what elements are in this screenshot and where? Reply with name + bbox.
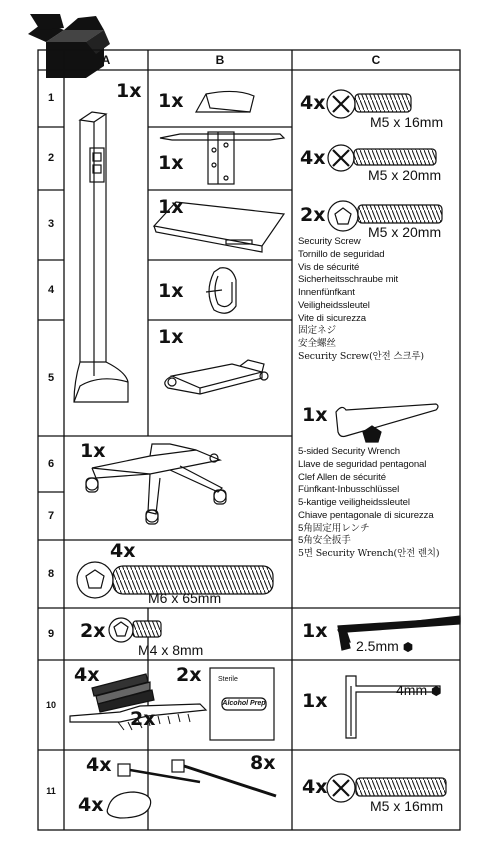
basket-qty: 1x	[158, 326, 184, 348]
bracket-qty: 1x	[158, 152, 184, 174]
foot-pad-qty: 4x	[78, 794, 104, 816]
scanner-holder-icon	[206, 268, 236, 313]
row-number: 8	[47, 568, 55, 580]
row-number: 4	[47, 284, 55, 296]
hex-icon: ⬢	[431, 684, 442, 698]
small-tie-qty: 4x	[86, 754, 112, 776]
row-number: 10	[45, 700, 56, 710]
t-key-qty: 1x	[302, 690, 328, 712]
label-line: Security Screw	[298, 236, 361, 247]
label-line: 固定ネジ	[298, 325, 336, 337]
row-number: 9	[47, 628, 55, 640]
row11-screw-size: M5 x 16mm	[370, 798, 444, 814]
screw-m4x8-icon	[109, 618, 161, 642]
screw-qty: 2x	[300, 204, 326, 226]
row-number: 3	[47, 218, 55, 230]
cap-qty: 1x	[158, 90, 184, 112]
allen-key-size	[356, 638, 413, 654]
small-screw-qty: 2x	[80, 620, 106, 642]
label-line: 5角安全扳手	[298, 535, 351, 547]
bolt-size: M6 x 65mm	[148, 590, 222, 606]
holder-qty: 1x	[158, 280, 184, 302]
security-wrench-icon	[336, 404, 438, 442]
wipes-qty: 2x	[176, 664, 202, 686]
label-line: Security Screw(안전 스크루)	[298, 350, 424, 362]
end-cap-icon	[196, 91, 254, 112]
label-line: Tornillo de seguridad	[298, 248, 385, 260]
row11-screw-qty: 4x	[302, 776, 328, 798]
t-key-size-text: 4mm	[396, 682, 428, 698]
row-number: 2	[47, 152, 55, 164]
allen-key-qty: 1x	[302, 620, 328, 642]
wipe-top-text: Sterile	[218, 676, 238, 683]
wrench-labels	[298, 446, 439, 561]
brush-qty: 2x	[130, 708, 156, 730]
screw-qty: 4x	[300, 147, 326, 169]
label-line: Veiligheidssleutel	[298, 299, 370, 311]
upright-qty: 1x	[116, 80, 142, 102]
label-line: Sicherheitsschraube mit	[298, 274, 399, 286]
caster-base-icon	[86, 444, 226, 524]
label-line: 5면 Security Wrench(안전 렌치)	[298, 548, 440, 559]
row-number: 11	[46, 786, 56, 796]
label-line: Vis de sécurité	[298, 261, 360, 273]
label-line: Llave de seguridad pentagonal	[298, 458, 427, 470]
row-number: 6	[47, 458, 55, 470]
wipe-label: Alcohol Prep	[222, 700, 266, 707]
small-screw-size: M4 x 8mm	[138, 642, 204, 658]
screw-size: M5 x 20mm	[368, 224, 442, 240]
shelf-qty: 1x	[158, 196, 184, 218]
label-line: Chiave pentagonale di sicurezza	[298, 509, 434, 521]
label-line: Vite di sicurezza	[298, 312, 366, 324]
bolt-qty: 4x	[110, 540, 136, 562]
label-line: Innenfünfkant	[298, 287, 355, 298]
long-tie-qty: 8x	[250, 752, 276, 774]
header-col-a: A	[101, 53, 111, 67]
caster-base-qty: 1x	[80, 440, 106, 462]
pads-qty: 4x	[74, 664, 100, 686]
label-line: Fünfkant-Inbusschlüssel	[298, 484, 400, 496]
foot-pad-icon	[107, 792, 150, 818]
header-col-b: B	[215, 53, 225, 67]
label-line: 5-sided Security Wrench	[298, 446, 401, 457]
label-line: Clef Allen de sécurité	[298, 471, 386, 483]
accessory-basket-icon	[165, 360, 268, 394]
label-line: 5-kantige veiligheidssleutel	[298, 497, 410, 508]
screw-size: M5 x 20mm	[368, 167, 442, 183]
screw-size: M5 x 16mm	[370, 114, 444, 130]
label-line: 安全螺丝	[298, 338, 336, 349]
row-number: 1	[47, 92, 55, 104]
screw-qty: 4x	[300, 92, 326, 114]
header-col-c: C	[371, 53, 381, 67]
row-number: 7	[47, 510, 55, 522]
allen-key-size-text: 2.5mm	[356, 638, 399, 654]
row-number: 5	[47, 372, 55, 384]
upright-column	[74, 112, 128, 402]
security-screw-labels	[298, 236, 424, 363]
label-line: 5角固定用レンチ	[298, 522, 370, 534]
t-key-size	[396, 682, 442, 698]
hex-icon: ⬢	[402, 640, 414, 654]
wrench-qty: 1x	[302, 404, 328, 426]
